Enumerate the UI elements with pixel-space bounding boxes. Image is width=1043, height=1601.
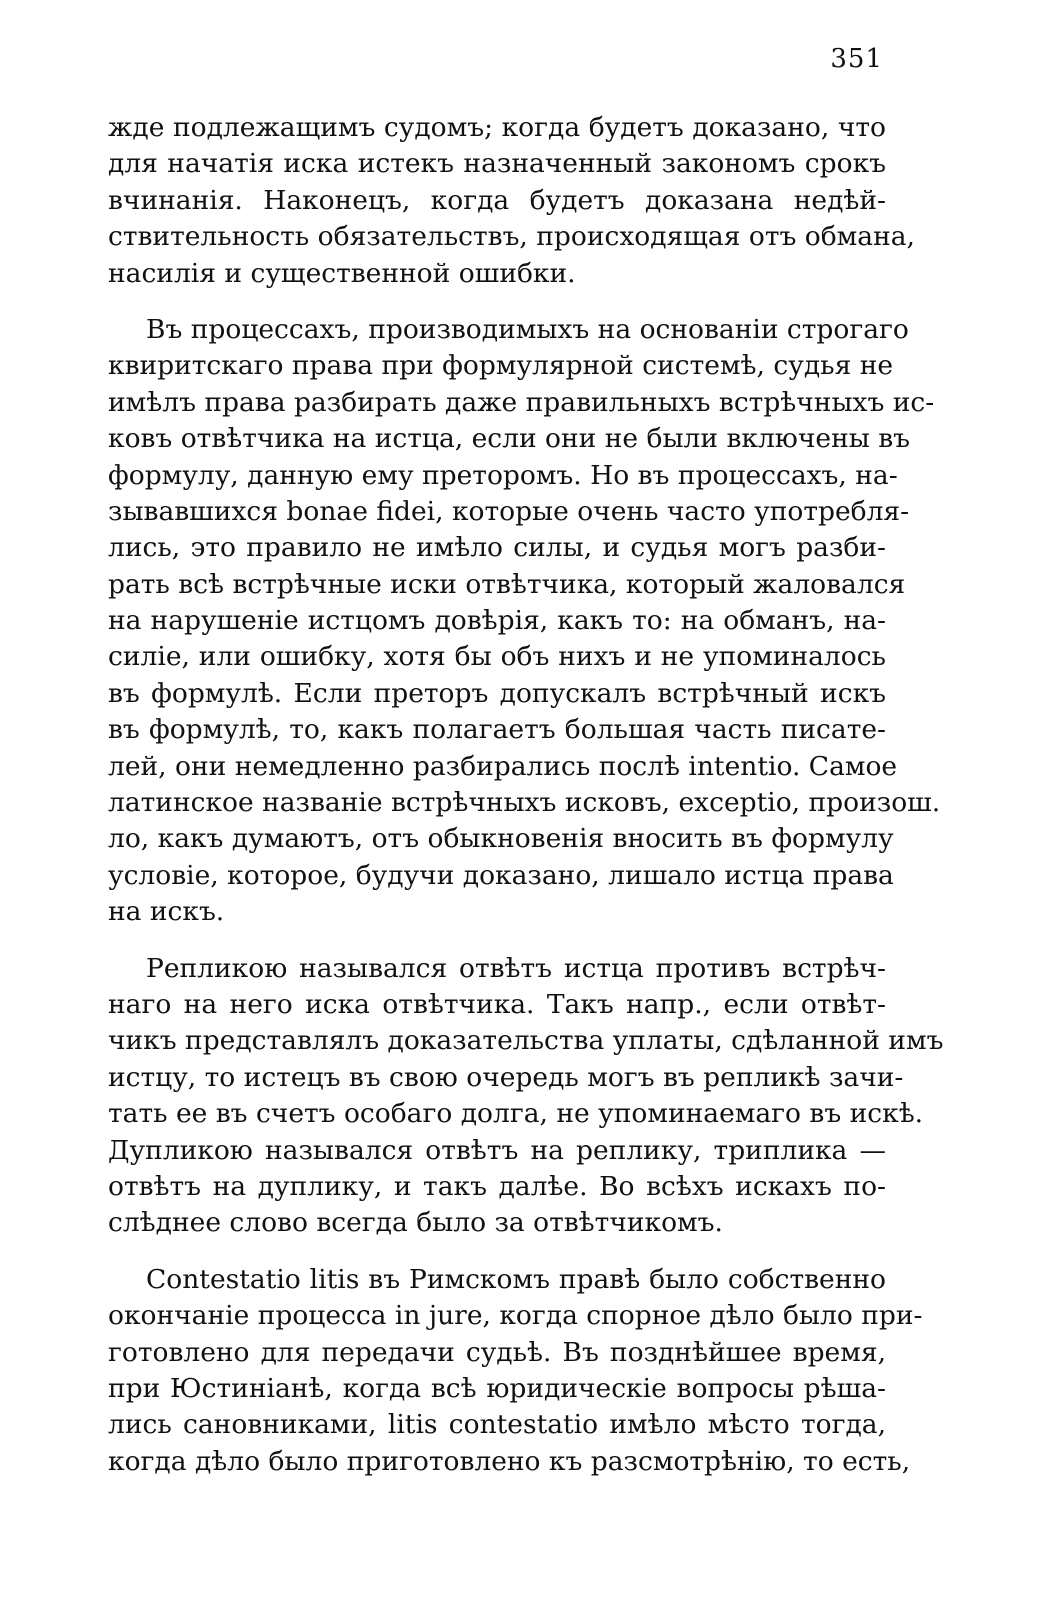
text-line: силіе, или ошибку, хотя бы объ нихъ и не упоминалось	[108, 641, 886, 673]
text-line: имѣлъ права разбирать даже правильныхъ встрѣчныхъ ис-	[108, 386, 935, 418]
text-line: формулу, данную ему преторомъ. Но въ процессахъ, на-	[108, 459, 898, 491]
page-number: 351	[830, 44, 883, 74]
text-line: отвѣтъ на дуплику, и такъ далѣе. Во всѣхъ искахъ по-	[108, 1170, 886, 1202]
text-line: на искъ.	[108, 896, 225, 928]
body-text	[108, 110, 944, 1480]
text-line: когда дѣло было приготовлено къ разсмотрѣнію, то есть,	[108, 1445, 911, 1477]
text-line: насилія и существенной ошибки.	[108, 257, 576, 289]
paragraph	[108, 951, 944, 1242]
paragraph	[108, 312, 941, 931]
text-line: ковъ отвѣтчика на истца, если они не были включены въ	[108, 423, 911, 455]
text-line: жде подлежащимъ судомъ; когда будетъ доказано, что	[108, 112, 886, 143]
text-line: вчинанія. Наконецъ, когда будетъ доказана недѣй-	[108, 184, 886, 216]
text-line: лись, это правило не имѣло силы, и судья могъ разби-	[108, 532, 886, 564]
text-line: квиритскаго права при формулярной системѣ, судья не	[108, 350, 894, 382]
text-line: для начатія иска истекъ назначенный закономъ срокъ	[108, 148, 886, 180]
text-line: чикъ представлялъ доказательства уплаты, сдѣланной имъ	[108, 1025, 944, 1057]
text-line: рать всѣ встрѣчные иски отвѣтчика, который жаловался	[108, 568, 906, 600]
text-line: наго на него иска отвѣтчика. Такъ напр., если отвѣт-	[108, 988, 886, 1020]
text-line: истцу, то истецъ въ свою очередь могъ въ репликѣ зачи-	[108, 1061, 904, 1093]
paragraph	[108, 110, 915, 292]
text-line: Репликою назывался отвѣтъ истца противъ встрѣч-	[146, 952, 886, 984]
paragraph	[108, 1262, 923, 1480]
text-line: латинское названіе встрѣчныхъ исковъ, exceptio, произош.	[108, 787, 941, 819]
text-line: Въ процессахъ, производимыхъ на основаніи строгаго	[146, 313, 909, 345]
text-line: Дупликою назывался отвѣтъ на реплику, триплика —	[108, 1134, 886, 1166]
text-line: ло, какъ думаютъ, отъ обыкновенія вносить въ формулу	[108, 823, 894, 855]
text-line: зывавшихся bonae fidei, которые очень часто употребля-	[108, 495, 910, 527]
text-line: на нарушеніе истцомъ довѣрія, какъ то: на обманъ, на-	[108, 605, 886, 637]
text-line: лись сановниками, litis contestatio имѣло мѣсто тогда,	[108, 1409, 886, 1441]
text-line: готовлено для передачи судьѣ. Въ позднѣйшее время,	[108, 1336, 886, 1368]
text-line: тать ее въ счетъ особаго долга, не упоминаемаго въ искѣ.	[108, 1098, 924, 1130]
text-line: въ формулѣ, то, какъ полагаетъ большая часть писате-	[108, 714, 886, 746]
text-line: слѣднее слово всегда было за отвѣтчикомъ.	[108, 1207, 723, 1239]
text-line: окончаніе процесса in jure, когда спорное дѣло было при-	[108, 1300, 923, 1332]
text-line: условіе, которое, будучи доказано, лишало истца права	[108, 859, 894, 891]
text-line: при Юстиніанѣ, когда всѣ юридическіе вопросы рѣша-	[108, 1372, 886, 1404]
text-line: лей, они немедленно разбирались послѣ intentio. Самое	[108, 750, 898, 782]
text-line: Contestatio litis въ Римскомъ правѣ было собственно	[146, 1263, 886, 1295]
text-line: ствительность обязательствъ, происходящая отъ обмана,	[108, 221, 915, 253]
text-line: въ формулѣ. Если преторъ допускалъ встрѣчный искъ	[108, 677, 886, 709]
